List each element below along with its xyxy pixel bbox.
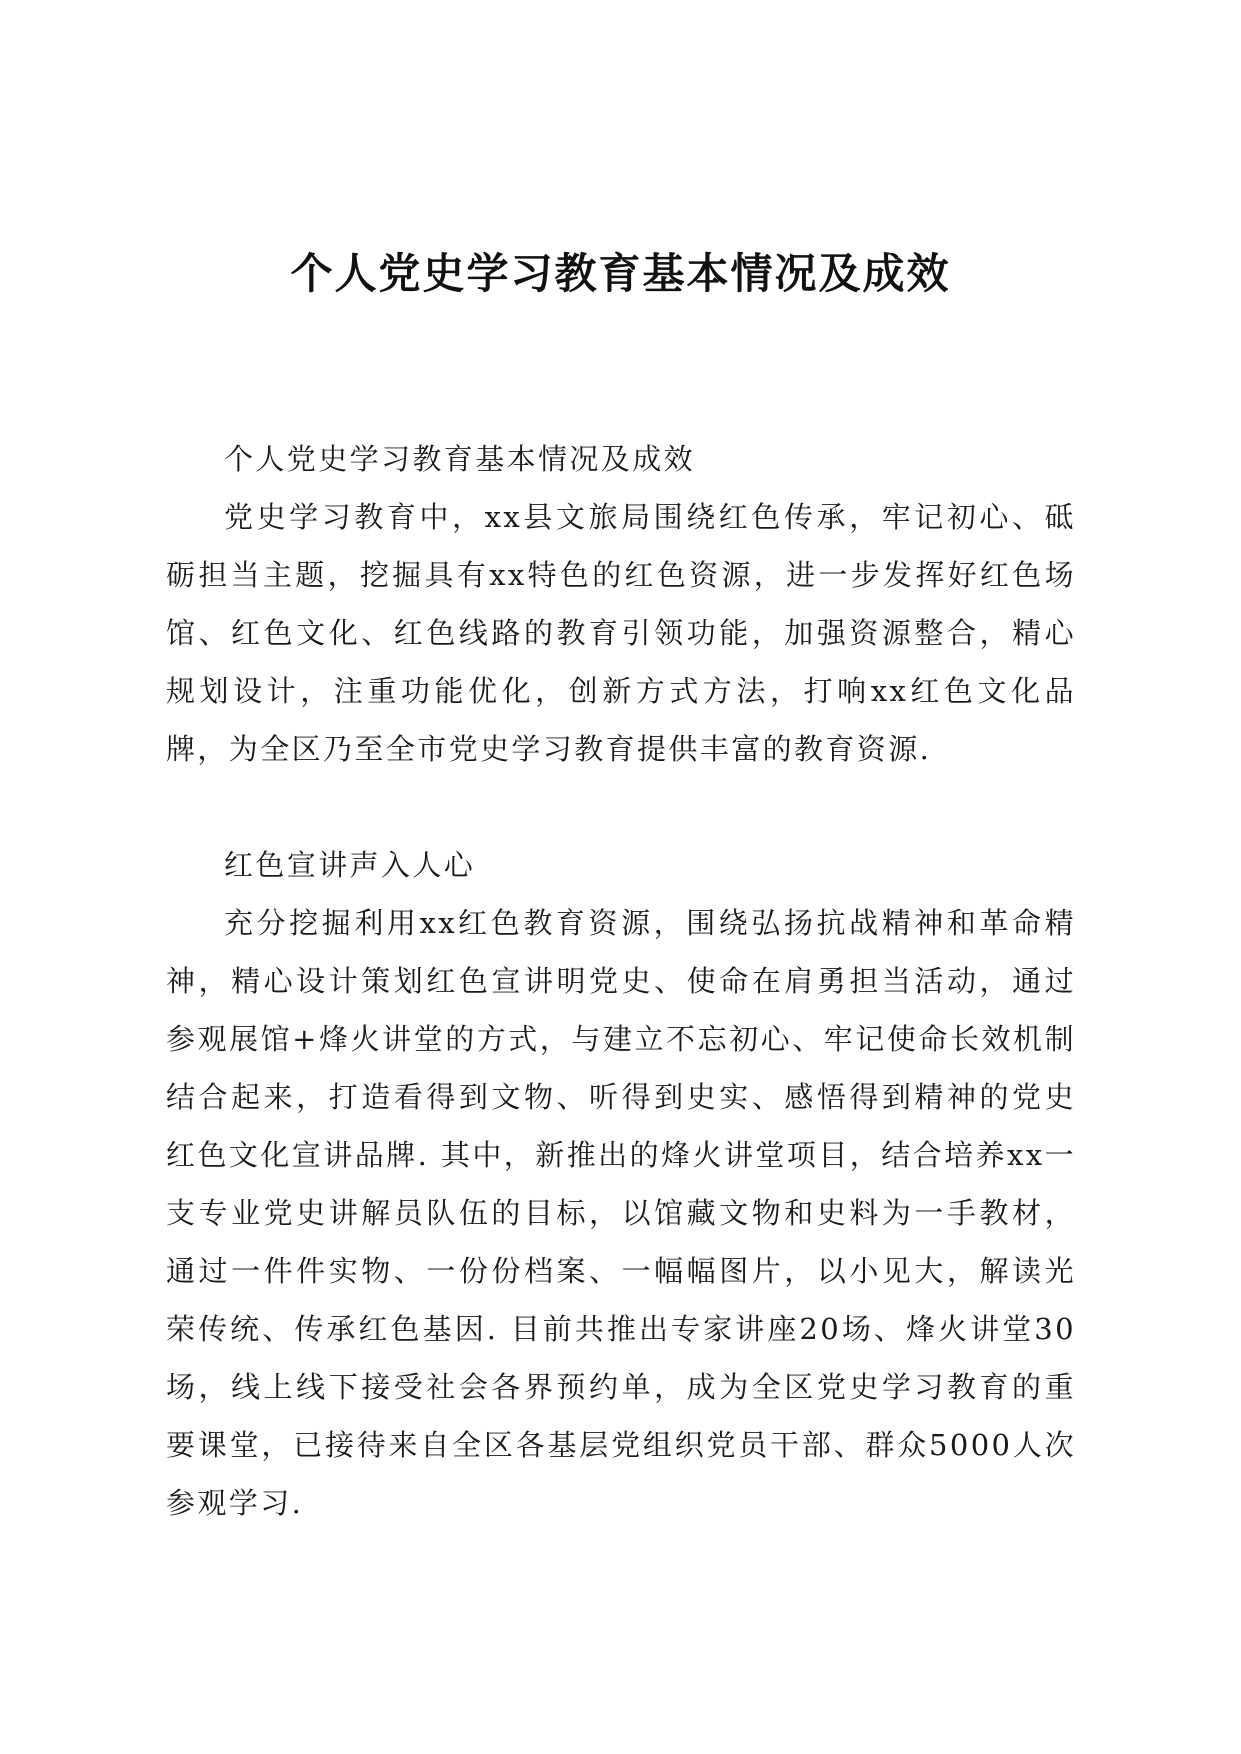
paragraph-spacer (166, 778, 1076, 836)
section-paragraph-1: 党史学习教育中，xx县文旅局围绕红色传承，牢记初心、砥砺担当主题，挖掘具有xx特色的红色资源，进一步发挥好红色场馆、红色文化、红色线路的教育引领功能，加强资源整合，精心规划设计，注重功能优化，创新方式方法，打响xx红色文化品牌，为全区乃至全市党史学习教育提供丰富的教育资源. (166, 500, 1076, 766)
section-heading-2: 红色宣讲声入人心 (224, 848, 476, 882)
document-title: 个人党史学习教育基本情况及成效 (290, 249, 951, 298)
document-body (166, 430, 1076, 1532)
section-heading-1: 个人党史学习教育基本情况及成效 (224, 442, 696, 476)
section-paragraph-2: 充分挖掘利用xx红色教育资源，围绕弘扬抗战精神和革命精神，精心设计策划红色宣讲明党史、使命在肩勇担当活动，通过参观展馆+烽火讲堂的方式，与建立不忘初心、牢记使命长效机制结合起来，打造看得到文物、听得到史实、感悟得到精神的党史红色文化宣讲品牌. 其中，新推出的烽火讲堂项目，结合培养xx一支专业党史讲解员队伍的目标，以馆藏文物和史料为一手教材，通过一件件实物、一份份档案、一幅幅图片，以小见大，解读光荣传统、传承红色基因. 目前共推出专家讲座20场、烽火讲堂30场，线上线下接受社会各界预约单，成为全区党史学习教育的重要课堂，已接待来自全区各基层党组织党员干部、群众5000人次参观学习. (166, 906, 1076, 1520)
